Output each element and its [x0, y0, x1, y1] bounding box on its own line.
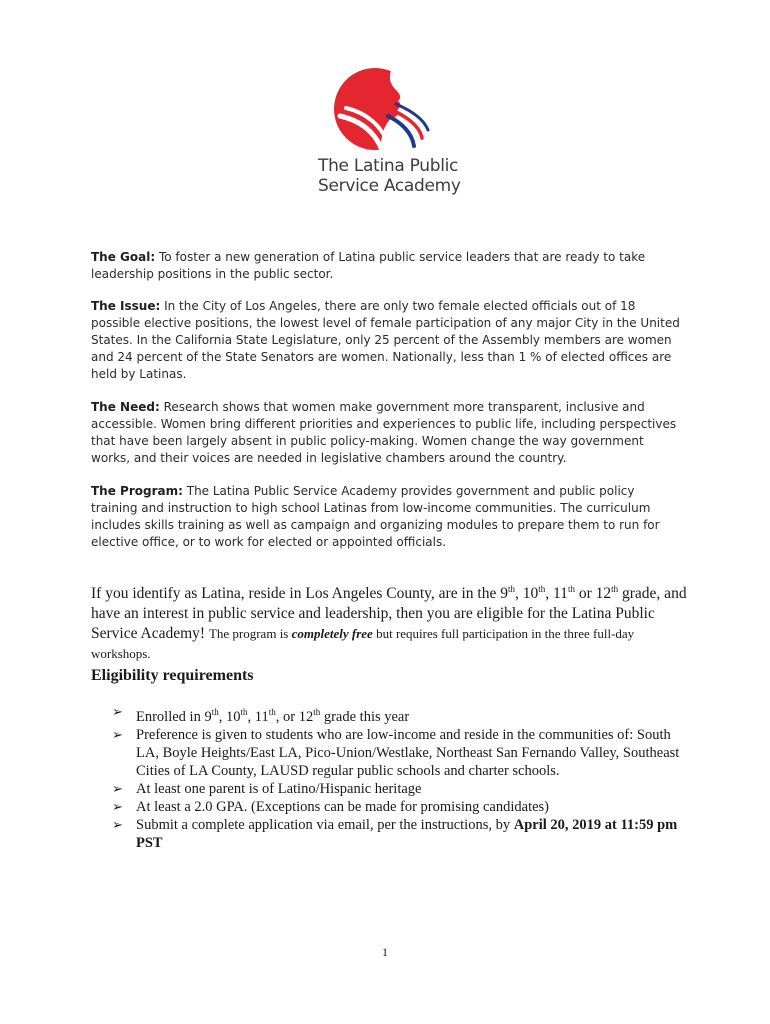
arrow-bullet-icon: ➢	[112, 798, 123, 814]
intro-text-1: If you identify as Latina, reside in Los Angeles County, are in the 9	[91, 585, 508, 603]
program-label: The Program:	[91, 484, 183, 498]
list-item	[112, 816, 692, 852]
need-paragraph	[91, 399, 681, 467]
item1-text-c: , 11	[247, 708, 269, 725]
item1-sup-4: th	[313, 707, 321, 717]
item1-sup-3: th	[268, 707, 276, 717]
intro-text-4: or 12	[574, 585, 612, 603]
arrow-bullet-icon: ➢	[112, 726, 123, 742]
logo	[0, 64, 770, 154]
item4-text: At least a 2.0 GPA. (Exceptions can be made for promising candidates)	[136, 798, 550, 815]
logo-line-2: Service Academy	[318, 176, 461, 196]
item1-text-a: Enrolled in 9	[136, 708, 212, 725]
item1-sup-2: th	[240, 707, 248, 717]
need-label: The Need:	[91, 400, 160, 414]
item3-text: At least one parent is of Latino/Hispanic heritage	[136, 780, 422, 797]
program-text: The Latina Public Service Academy provides government and public policy training and instruction to high school Latinas from low-income communities. The curriculum includes skills training as well as campaign and organizing modules to prepare them to run for elective office, or to work for elected or appointed officials.	[91, 484, 660, 549]
arrow-bullet-icon: ➢	[112, 704, 123, 719]
application-deadline: April 20, 2019 at 11:59 pm PST	[136, 816, 678, 851]
intro-note-a: The program is	[208, 626, 292, 642]
list-item	[112, 703, 692, 726]
latina-academy-logo-icon	[330, 64, 440, 154]
intro-text-5: grade, and have an interest in public service and leadership, then you are eligible for the Latina Public Service Academy!	[91, 585, 687, 643]
list-item	[112, 798, 692, 816]
issue-label: The Issue:	[91, 299, 161, 313]
intro-note-b: but requires full participation in the three full-day workshops.	[91, 626, 635, 662]
intro-sup-2: th	[538, 584, 546, 594]
intro-note-emphasis: completely free	[291, 626, 373, 642]
goal-label: The Goal:	[91, 250, 156, 264]
intro-text-3: , 11	[545, 585, 568, 603]
list-item	[112, 726, 692, 780]
goal-text: To foster a new generation of Latina public service leaders that are ready to take leadership positions in the public sector.	[91, 250, 646, 281]
program-paragraph	[91, 483, 681, 551]
item1-text-d: , or 12	[275, 708, 314, 725]
list-item	[112, 780, 692, 798]
eligibility-heading: Eligibility requirements	[91, 667, 254, 684]
intro-sup-4: th	[611, 584, 619, 594]
page-number: 1	[382, 945, 388, 959]
eligibility-intro	[91, 579, 691, 664]
item1-text-b: , 10	[218, 708, 241, 725]
intro-text-2: , 10	[514, 585, 539, 603]
issue-paragraph	[91, 298, 681, 383]
item5-text: Submit a complete application via email, per the instructions, by	[136, 816, 514, 833]
logo-line-1: The Latina Public	[318, 156, 459, 176]
item2-text: Preference is given to students who are low-income and reside in the communities of: South LA, Boyle Heights/East LA, Pico-Union/Westlake, Northeast San Fernando Valley, Southeast Cities of LA County, LAUSD regular public schools and charter schools.	[136, 726, 680, 779]
issue-text: In the City of Los Angeles, there are only two female elected officials out of 18 possible elective positions, the lowest level of female participation of any major City in the United States. In the California State Legislature, only 25 percent of the Assembly members are women and 24 percent of the State Senators are women. Nationally, less than 1 % of elected offices are held by Latinas.	[91, 299, 680, 381]
item1-text-e: grade this year	[320, 708, 410, 725]
eligibility-list	[112, 703, 692, 852]
intro-sup-1: th	[507, 584, 515, 594]
logo-text	[318, 156, 461, 196]
need-text: Research shows that women make government more transparent, inclusive and accessible. Women bring different priorities and experiences to public life, including perspectives that have been largely absent in public policy-making. Women change the way government works, and their voices are needed in legislative chambers around the country.	[91, 400, 677, 465]
arrow-bullet-icon: ➢	[112, 816, 123, 832]
arrow-bullet-icon: ➢	[112, 780, 123, 796]
item1-sup-1: th	[211, 707, 219, 717]
goal-paragraph	[91, 249, 681, 283]
intro-sup-3: th	[567, 584, 575, 594]
